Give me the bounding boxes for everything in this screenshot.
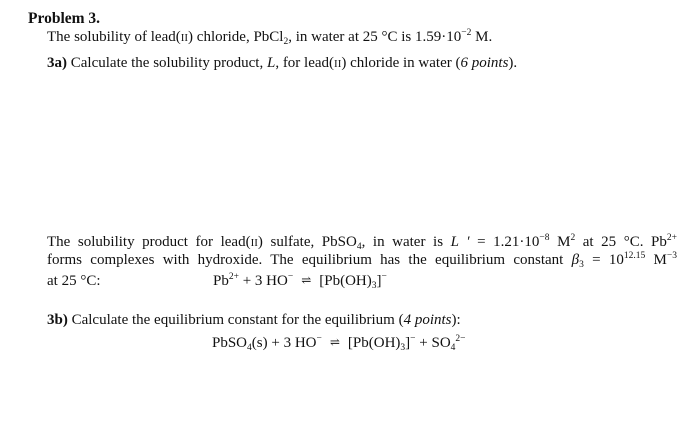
sulfate-line-2: forms complexes with hydroxide. The equilibrium has the equilibrium constant $\beta_3 = 10^{12.15}$ $M^{-3}$: [47, 251, 678, 270]
sulfate-line-1: The solubility product for lead(II) sulfate, PbSO$_4$, in water is L ′ = $1.21\cdot 10^{-8}$ $M^2$ at 25 °C. $Pb^{2+}$: [47, 233, 678, 252]
problem-title: Problem 3.: [28, 10, 101, 27]
sulfate-line-3-label: at 25 °C:: [47, 273, 101, 289]
equilibrium-arrow-icon: ⇌: [301, 273, 312, 287]
part-a-label: 3a): [47, 55, 67, 71]
part-b-label: 3b): [47, 312, 68, 328]
dissolution-equation: PbSO$_4$(s) + 3 HO− ⇌ $[Pb(OH)_3]^- + SO_4^{2-}$: [212, 334, 466, 353]
equilibrium-arrow-icon: ⇌: [329, 335, 340, 349]
problem-intro: The solubility of lead(II) chloride, PbCl$_2$, in water at 25 °C is $1.59\cdot 10^{-2}$ M.: [47, 28, 493, 47]
complex-equation: $Pb^{2+} + 3$ HO− ⇌ $[Pb(OH)_3]^-$: [213, 272, 387, 291]
part-b-question: 3b) Calculate the equilibrium constant for the equilibrium (4 points):: [47, 312, 461, 328]
part-a-question: 3a) Calculate the solubility product, L, for lead(II) chloride in water (6 points).: [47, 55, 518, 71]
